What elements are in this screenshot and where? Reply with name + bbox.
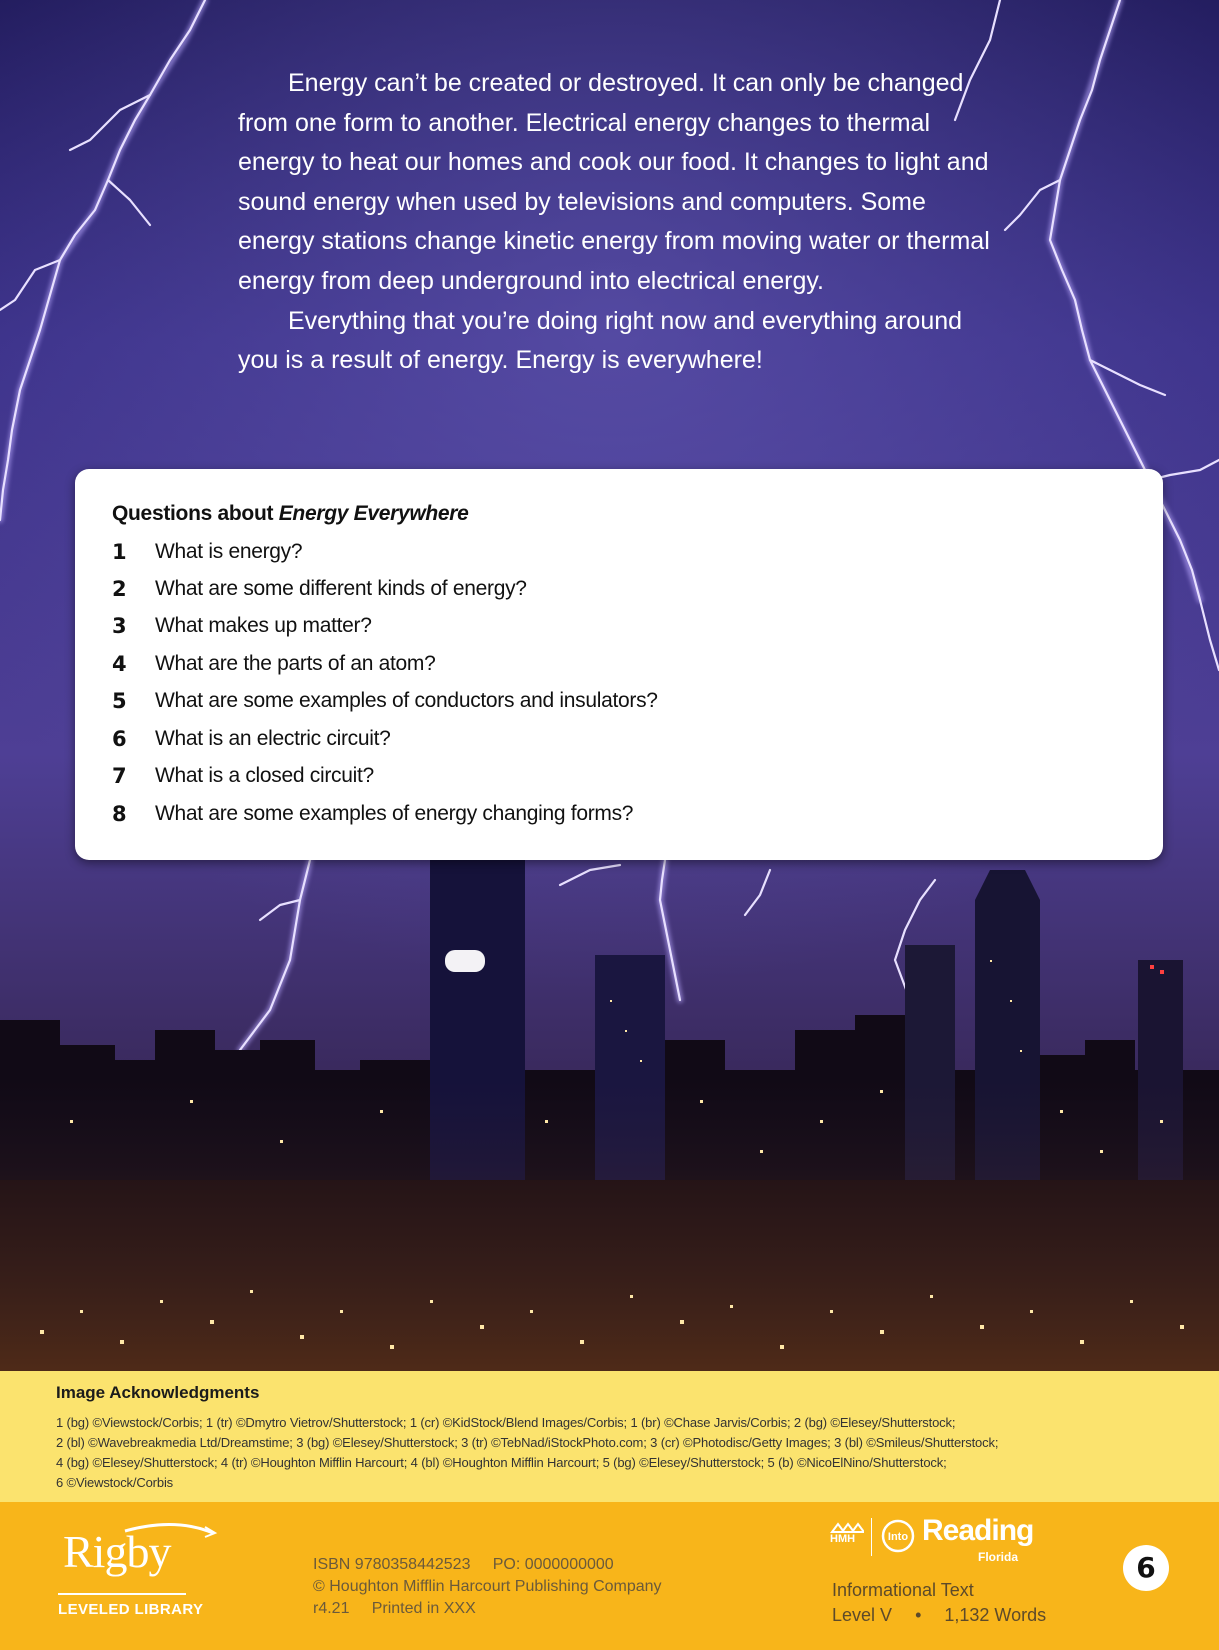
question-text: What is an electric circuit? bbox=[155, 727, 391, 750]
level-label: Level V bbox=[832, 1605, 893, 1625]
acknowledgment-line: 2 (bl) ©Wavebreakmedia Ltd/Dreamstime; 3 (bg) ©Elesey/Shutterstock; 3 (tr) ©TebNad/iStockPhoto.com; 3 (cr) ©Photodisc/Getty Images; 3 (bl) ©Smileus/Shutterstock; bbox=[56, 1435, 999, 1450]
passage-paragraph-1: Energy can’t be created or destroyed. It can only be changed from one form to another. Electrical energy changes to thermal energy to heat our homes and cook our food. It changes to light and sound energy when used by televisions and computers. Some energy stations change kinetic energy from moving water or thermal energy from deep underground into electrical energy. bbox=[238, 69, 990, 295]
question-text: What is a closed circuit? bbox=[155, 764, 374, 787]
acknowledgments-title: Image Acknowledgments bbox=[56, 1383, 260, 1402]
image-acknowledgments bbox=[0, 1371, 1219, 1502]
footer bbox=[0, 1502, 1219, 1650]
question-number: 6 bbox=[112, 727, 127, 751]
question-number: 5 bbox=[112, 689, 127, 713]
into-text: Into bbox=[887, 1531, 909, 1543]
acknowledgment-line: 1 (bg) ©Viewstock/Corbis; 1 (tr) ©Dmytro Vietrov/Shutterstock; 1 (cr) ©KidStock/Blend Images/Corbis; 1 (br) ©Chase Jarvis/Corbis; 2 (bg) ©Elesey/Shutterstock; bbox=[56, 1415, 956, 1430]
question-number: 4 bbox=[112, 652, 127, 676]
word-count: 1,132 Words bbox=[944, 1605, 1047, 1625]
level-line bbox=[832, 1605, 1046, 1626]
florida-label: Florida bbox=[978, 1550, 1019, 1564]
passage-text bbox=[238, 64, 1008, 381]
rigby-subtitle: LEVELED LIBRARY bbox=[58, 1601, 204, 1618]
rigby-logo bbox=[55, 1519, 225, 1618]
acknowledgment-line: 6 ©Viewstock/Corbis bbox=[56, 1475, 174, 1490]
brand-divider bbox=[871, 1518, 872, 1556]
question-text: What are some examples of conductors and insulators? bbox=[155, 689, 658, 712]
hmh-logo bbox=[830, 1522, 864, 1545]
question-text: What are some different kinds of energy? bbox=[155, 577, 527, 600]
acknowledgment-line: 4 (bg) ©Elesey/Shutterstock; 4 (tr) ©Houghton Mifflin Harcourt; 4 (bl) ©Houghton Mifflin Harcourt; 5 (bg) ©Elesey/Shutterstock; 5 (b) ©NicoElNino/Shutterstock; bbox=[56, 1455, 947, 1470]
questions-box bbox=[75, 469, 1163, 860]
question-number: 1 bbox=[112, 540, 127, 564]
print-line: r4.21 Printed in XXX bbox=[313, 1600, 476, 1617]
genre-label: Informational Text bbox=[832, 1580, 974, 1600]
questions-title-prefix: Questions about bbox=[112, 502, 279, 525]
into-circle-icon bbox=[881, 1519, 915, 1553]
question-text: What are some examples of energy changing forms? bbox=[155, 802, 634, 825]
level-separator: • bbox=[915, 1605, 922, 1625]
acknowledgments-text bbox=[56, 1413, 1196, 1493]
publication-info bbox=[313, 1554, 662, 1620]
questions-title bbox=[112, 502, 469, 526]
question-text: What is energy? bbox=[155, 540, 303, 563]
rigby-wordmark: Rigby bbox=[63, 1526, 171, 1577]
page-number-badge: 6 bbox=[1123, 1545, 1169, 1591]
into-reading-brand bbox=[830, 1516, 1080, 1636]
questions-title-book: Energy Everywhere bbox=[278, 502, 469, 525]
logo-divider bbox=[58, 1593, 186, 1595]
question-number: 2 bbox=[112, 577, 127, 601]
question-text: What makes up matter? bbox=[155, 614, 372, 637]
isbn-line: ISBN 9780358442523 PO: 0000000000 bbox=[313, 1556, 614, 1573]
passage-paragraph-2: Everything that you’re doing right now and everything around you is a result of energy. Energy is everywhere! bbox=[238, 306, 963, 375]
question-number: 3 bbox=[112, 614, 127, 638]
question-text: What are the parts of an atom? bbox=[155, 652, 436, 675]
copyright-line: © Houghton Mifflin Harcourt Publishing Company bbox=[313, 1578, 662, 1595]
question-number: 8 bbox=[112, 802, 127, 826]
hmh-text: HMH bbox=[830, 1533, 856, 1545]
question-number: 7 bbox=[112, 764, 127, 788]
reading-wordmark: Reading bbox=[922, 1514, 1034, 1547]
